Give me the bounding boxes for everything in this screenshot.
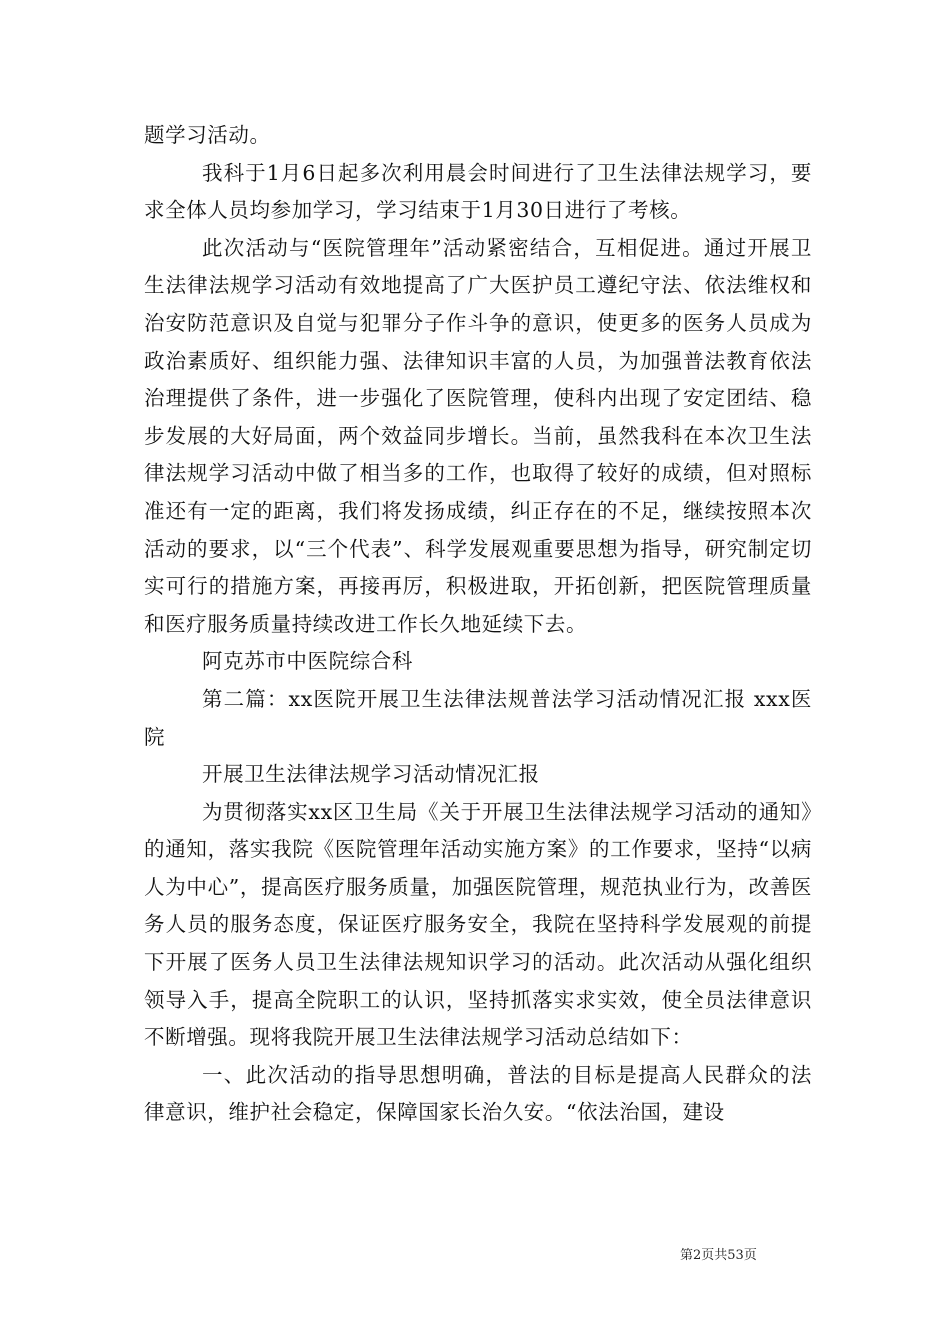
report-title: 开展卫生法律法规学习活动情况汇报 xyxy=(202,762,540,787)
paragraph-3: 此次活动与“医院管理年”活动紧密结合，互相促进。通过开展卫生法律法规学习活动有效地提高了广大医护员工遵纪守法、依法维权和治安防范意识及自觉与犯罪分子作斗争的意识，使更多的医务人员成为政治素质好、组织能力强、法律知识丰富的人员，为加强普法教育依法治理提供了条件，进一步强化了医院管理，使科内出现了安定团结、稳步发展的大好局面，两个效益同步增长。当前，虽然我科在本次卫生法律法规学习活动中做了相当多的工作，也取得了较好的成绩，但对照标准还有一定的距离，我们将发扬成绩，纠正存在的不足，继续按照本次活动的要求，以“三个代表”、科学发展观重要思想为指导，研究制定切实可行的措施方案，再接再厉，积极进取，开拓创新，把医院管理质量和医疗服务质量持续改进工作长久地延续下去。 xyxy=(144,235,812,636)
paragraph-8: 一、此次活动的指导思想明确，普法的目标是提高人民群众的法律意识，维护社会稳定，保障国家长治久安。“依法治国，建设 xyxy=(144,1062,812,1125)
document-body xyxy=(144,117,812,1132)
paragraph-1: 题学习活动。 xyxy=(144,123,271,147)
signature-line: 阿克苏市中医院综合科 xyxy=(202,649,413,674)
section-heading: 第二篇：xx医院开展卫生法律法规普法学习活动情况汇报 xxx医院 xyxy=(144,686,812,749)
paragraph-7: 为贯彻落实xx区卫生局《关于开展卫生法律法规学习活动的通知》的通知，落实我院《医院管理年活动实施方案》的工作要求，坚持“以病人为中心”，提高医疗服务质量，加强医院管理，规范执业行为，改善医务人员的服务态度，保证医疗服务安全，我院在坚持科学发展观的前提下开展了医务人员卫生法律法规知识学习的活动。此次活动从强化组织领导入手，提高全院职工的认识，坚持抓落实求实效，使全员法律意识不断增强。现将我院开展卫生法律法规学习活动总结如下： xyxy=(144,799,812,1050)
page-number: 第2页共53页 xyxy=(680,1248,757,1263)
paragraph-2: 我科于1月6日起多次利用晨会时间进行了卫生法律法规学习，要求全体人员均参加学习，学习结束于1月30日进行了考核。 xyxy=(144,160,812,223)
